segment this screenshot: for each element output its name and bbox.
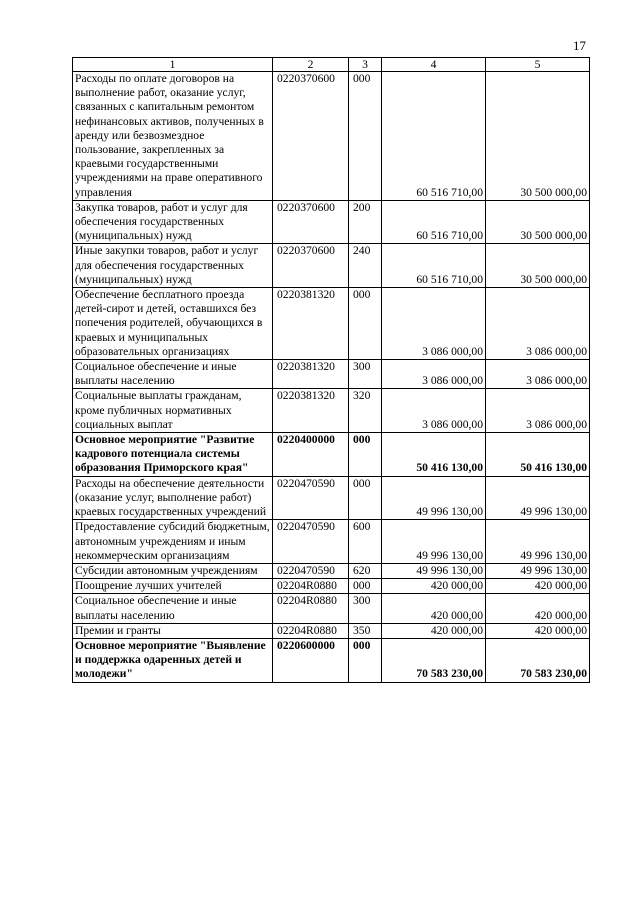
- page-number: 17: [573, 38, 586, 53]
- table-row: [73, 623, 590, 638]
- amount-year2-cell: 30 500 000,00: [486, 200, 590, 244]
- target-article-cell: 02204R0880: [273, 579, 349, 594]
- table-row: [73, 244, 590, 288]
- row-name-cell: Основное мероприятие "Выявление и поддержка одаренных детей и молодежи": [73, 638, 273, 682]
- header-row: [73, 58, 590, 72]
- expense-type-cell: 300: [349, 360, 382, 389]
- target-article-cell: 0220370600: [273, 200, 349, 244]
- amount-year1-cell: 3 086 000,00: [382, 389, 486, 433]
- table-row: [73, 433, 590, 477]
- target-article-cell: 0220381320: [273, 389, 349, 433]
- amount-year2-cell: 420 000,00: [486, 623, 590, 638]
- amount-year2-cell: 49 996 130,00: [486, 520, 590, 564]
- table-row: [73, 476, 590, 520]
- amount-year2-cell: 49 996 130,00: [486, 476, 590, 520]
- amount-year1-cell: 60 516 710,00: [382, 244, 486, 288]
- expense-type-cell: 000: [349, 288, 382, 360]
- amount-year1-cell: 50 416 130,00: [382, 433, 486, 477]
- amount-year1-cell: 420 000,00: [382, 623, 486, 638]
- amount-year2-cell: 30 500 000,00: [486, 244, 590, 288]
- amount-year2-cell: 3 086 000,00: [486, 360, 590, 389]
- table-row: [73, 360, 590, 389]
- row-name-cell: Премии и гранты: [73, 623, 273, 638]
- expense-type-cell: 000: [349, 72, 382, 201]
- row-name-cell: Расходы по оплате договоров на выполнение работ, оказание услуг, связанных с капитальным ремонтом нефинансовых активов, полученных в аренду или безвозмездное пользование, закрепленных за краевыми государственными учреждениями на праве оперативного управления: [73, 72, 273, 201]
- table-row: [73, 638, 590, 682]
- amount-year1-cell: 49 996 130,00: [382, 563, 486, 578]
- amount-year1-cell: 3 086 000,00: [382, 288, 486, 360]
- expense-type-cell: 350: [349, 623, 382, 638]
- target-article-cell: 0220470590: [273, 563, 349, 578]
- column-header: 2: [273, 58, 349, 72]
- row-name-cell: Социальное обеспечение и иные выплаты населению: [73, 594, 273, 623]
- expense-type-cell: 240: [349, 244, 382, 288]
- amount-year1-cell: 420 000,00: [382, 579, 486, 594]
- amount-year2-cell: 3 086 000,00: [486, 288, 590, 360]
- table-row: [73, 579, 590, 594]
- table-row: [73, 520, 590, 564]
- target-article-cell: 0220400000: [273, 433, 349, 477]
- target-article-cell: 0220370600: [273, 72, 349, 201]
- target-article-cell: 02204R0880: [273, 594, 349, 623]
- expense-type-cell: 320: [349, 389, 382, 433]
- table-row: [73, 563, 590, 578]
- expense-type-cell: 000: [349, 638, 382, 682]
- row-name-cell: Поощрение лучших учителей: [73, 579, 273, 594]
- amount-year2-cell: 49 996 130,00: [486, 563, 590, 578]
- amount-year1-cell: 420 000,00: [382, 594, 486, 623]
- target-article-cell: 0220470590: [273, 476, 349, 520]
- row-name-cell: Предоставление субсидий бюджетным, автономным учреждениям и иным некоммерческим организациям: [73, 520, 273, 564]
- amount-year2-cell: 50 416 130,00: [486, 433, 590, 477]
- row-name-cell: Социальные выплаты гражданам, кроме публичных нормативных социальных выплат: [73, 389, 273, 433]
- target-article-cell: 02204R0880: [273, 623, 349, 638]
- target-article-cell: 0220381320: [273, 360, 349, 389]
- expense-type-cell: 300: [349, 594, 382, 623]
- expense-type-cell: 000: [349, 433, 382, 477]
- expense-type-cell: 600: [349, 520, 382, 564]
- table-row: [73, 594, 590, 623]
- column-header: 4: [382, 58, 486, 72]
- expense-type-cell: 000: [349, 579, 382, 594]
- budget-table: [72, 57, 590, 683]
- expense-type-cell: 000: [349, 476, 382, 520]
- amount-year1-cell: 3 086 000,00: [382, 360, 486, 389]
- row-name-cell: Закупка товаров, работ и услуг для обеспечения государственных (муниципальных) нужд: [73, 200, 273, 244]
- amount-year1-cell: 49 996 130,00: [382, 520, 486, 564]
- amount-year1-cell: 60 516 710,00: [382, 200, 486, 244]
- amount-year2-cell: 30 500 000,00: [486, 72, 590, 201]
- table-row: [73, 288, 590, 360]
- amount-year2-cell: 420 000,00: [486, 579, 590, 594]
- row-name-cell: Субсидии автономным учреждениям: [73, 563, 273, 578]
- expense-type-cell: 200: [349, 200, 382, 244]
- table-row: [73, 389, 590, 433]
- amount-year2-cell: 3 086 000,00: [486, 389, 590, 433]
- table-row: [73, 200, 590, 244]
- amount-year1-cell: 49 996 130,00: [382, 476, 486, 520]
- target-article-cell: 0220381320: [273, 288, 349, 360]
- row-name-cell: Обеспечение бесплатного проезда детей-сирот и детей, оставшихся без попечения родителей, обучающихся в краевых и муниципальных образовательных организациях: [73, 288, 273, 360]
- table-row: [73, 72, 590, 201]
- row-name-cell: Социальное обеспечение и иные выплаты населению: [73, 360, 273, 389]
- amount-year1-cell: 70 583 230,00: [382, 638, 486, 682]
- target-article-cell: 0220370600: [273, 244, 349, 288]
- table-body: [73, 72, 590, 683]
- row-name-cell: Основное мероприятие "Развитие кадрового потенциала системы образования Приморского края": [73, 433, 273, 477]
- column-header: 1: [73, 58, 273, 72]
- column-header: 5: [486, 58, 590, 72]
- amount-year2-cell: 420 000,00: [486, 594, 590, 623]
- column-header: 3: [349, 58, 382, 72]
- row-name-cell: Расходы на обеспечение деятельности (оказание услуг, выполнение работ) краевых государственных учреждений: [73, 476, 273, 520]
- amount-year1-cell: 60 516 710,00: [382, 72, 486, 201]
- row-name-cell: Иные закупки товаров, работ и услуг для обеспечения государственных (муниципальных) нужд: [73, 244, 273, 288]
- target-article-cell: 0220470590: [273, 520, 349, 564]
- target-article-cell: 0220600000: [273, 638, 349, 682]
- expense-type-cell: 620: [349, 563, 382, 578]
- amount-year2-cell: 70 583 230,00: [486, 638, 590, 682]
